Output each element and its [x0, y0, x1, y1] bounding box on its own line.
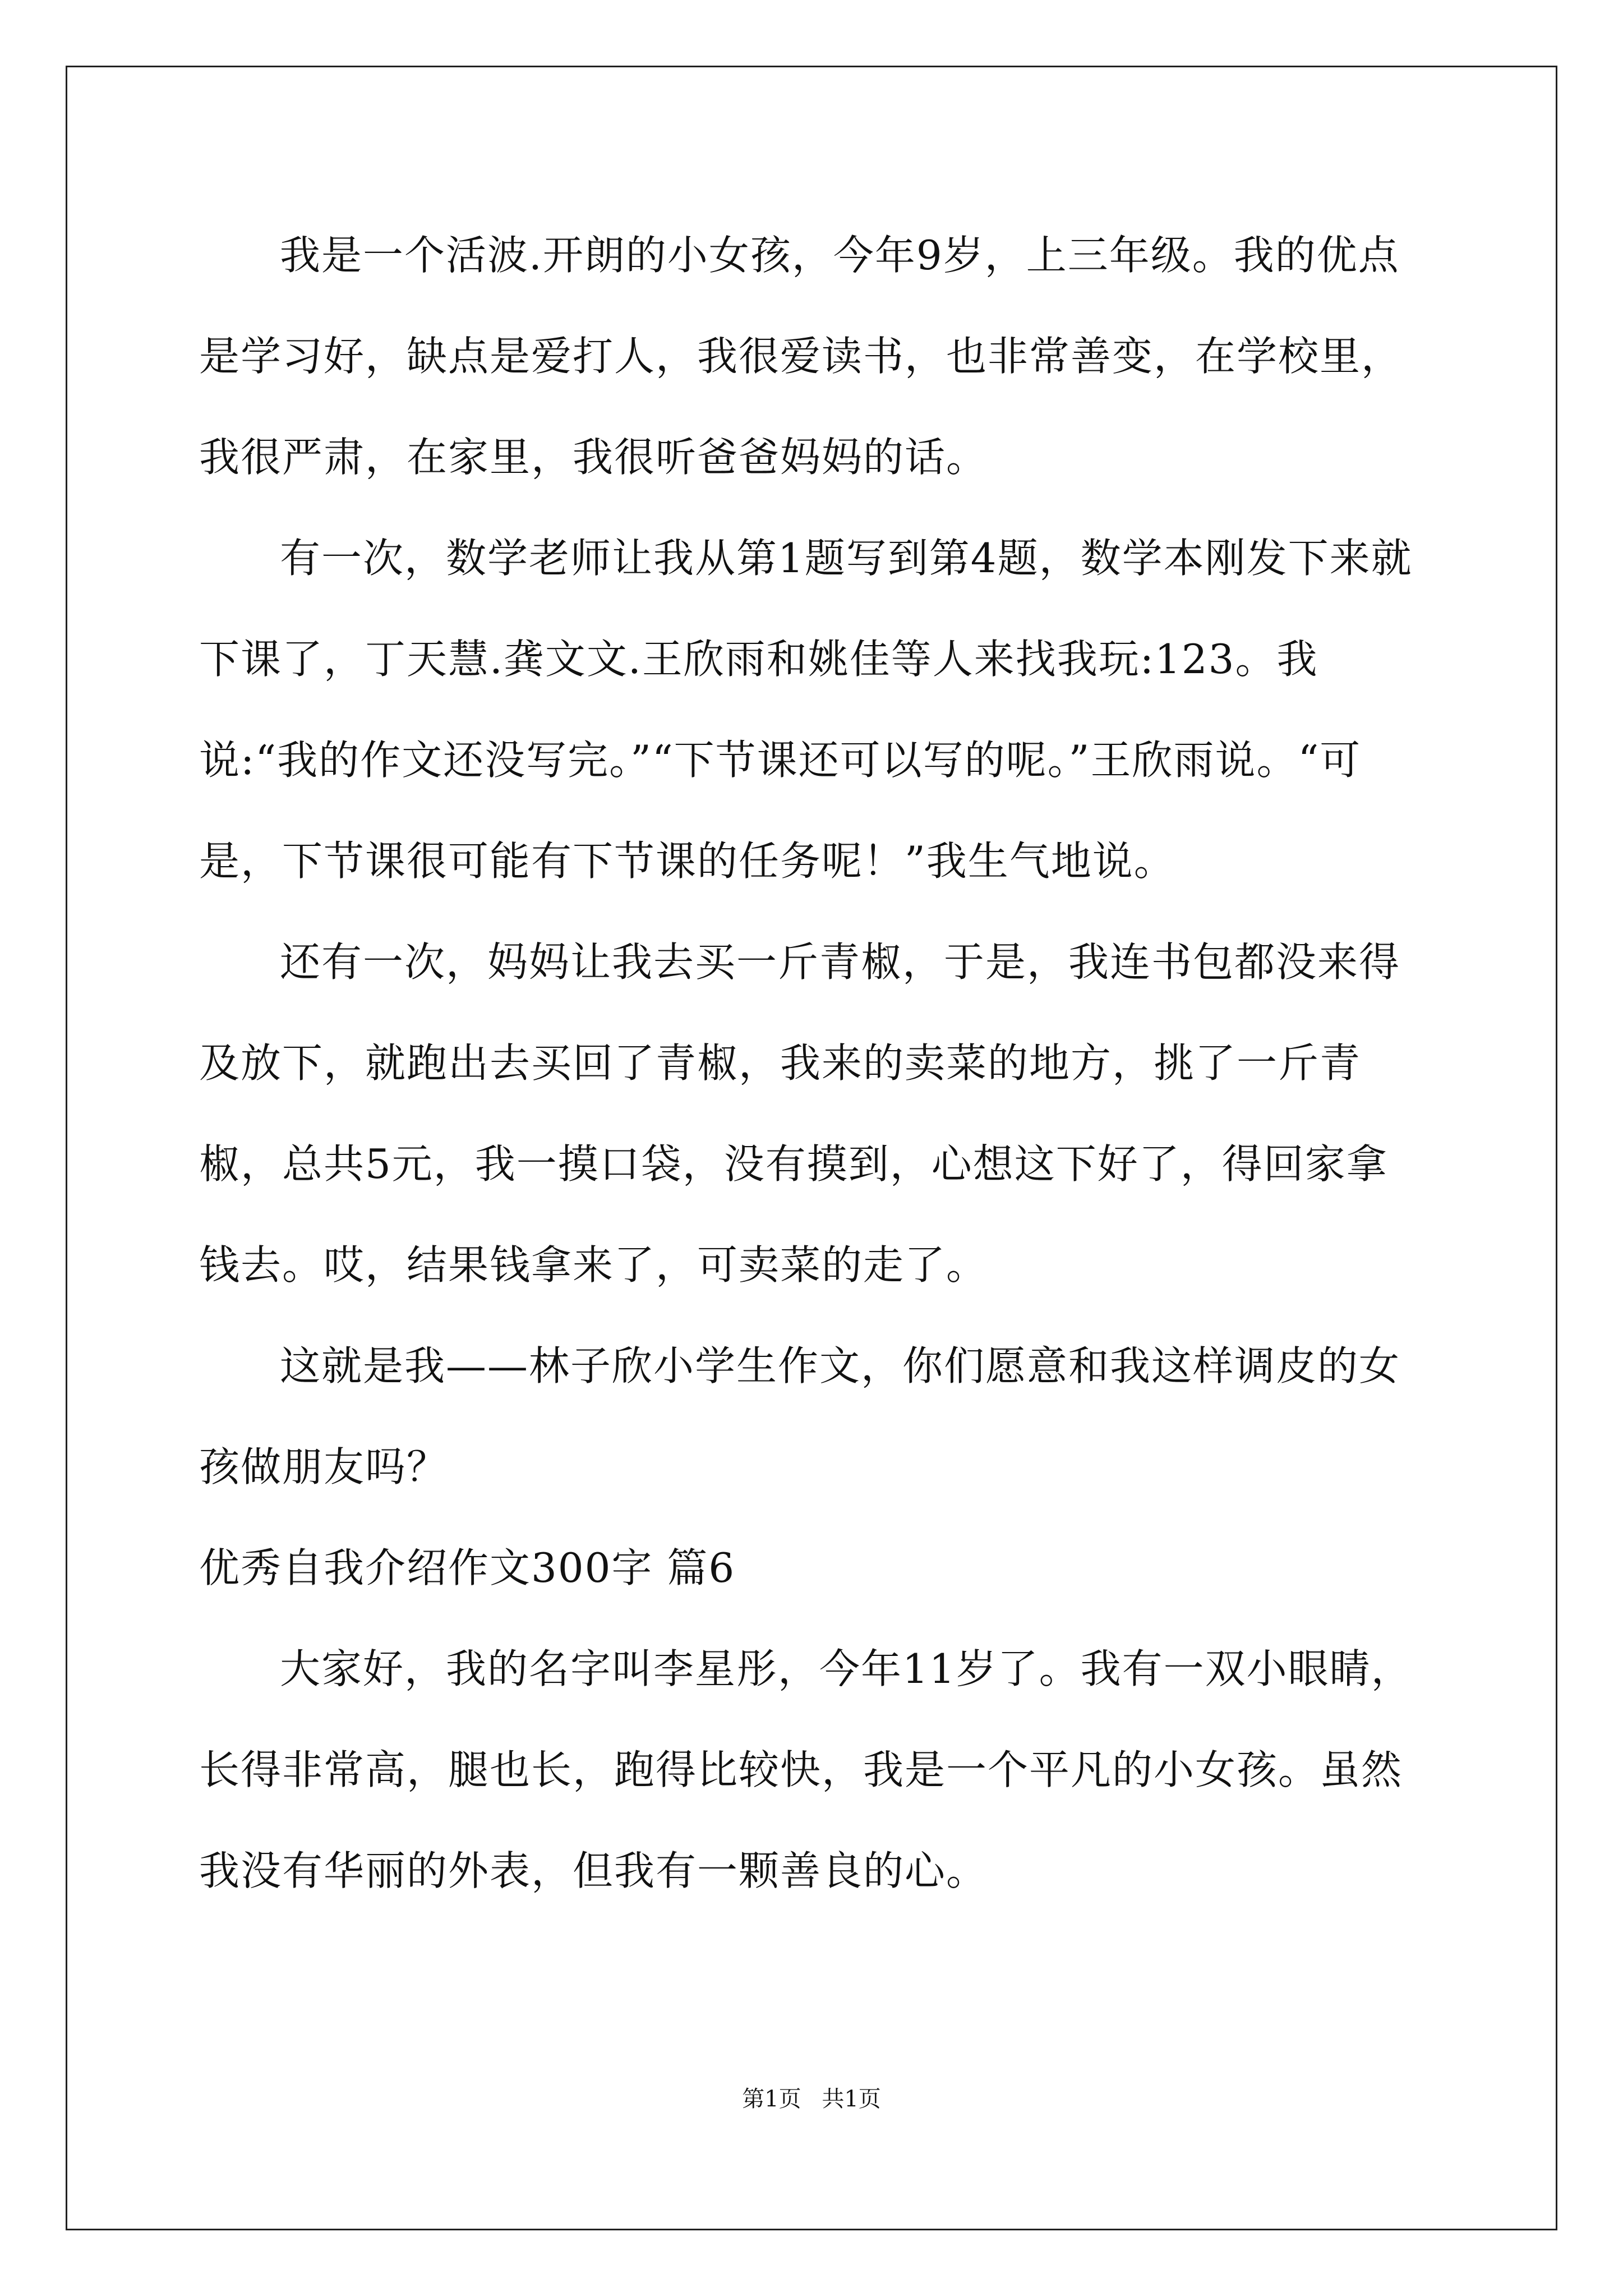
paragraph-1: 我是一个活波.开朗的小女孩，今年9岁，上三年级。我的优点是学习好，缺点是爱打人，我很爱读书，也非常善变，在学校里，我很严肃，在家里，我很听爸爸妈妈的话。	[199, 232, 1403, 481]
paragraph-4: 这就是我——林子欣小学生作文，你们愿意和我这样调皮的女孩做朋友吗？	[199, 1342, 1401, 1490]
page-footer	[0, 2082, 1623, 2116]
section-heading: 优秀自我介绍作文300字 篇6	[199, 1544, 736, 1591]
paragraph-2: 有一次，数学老师让我从第1题写到第4题，数学本刚发下来就下课了，丁天慧.龚文文.王欣雨和姚佳等人来找我玩:123。我说:“我的作文还没写完。”“下节课还可以写的呢。”王欣雨说。“可是，下节课很可能有下节课的任务呢！”我生气地说。	[199, 535, 1413, 885]
page-number-current: 第1页	[742, 2086, 801, 2112]
document-body	[199, 205, 1427, 1921]
paragraph-3: 还有一次，妈妈让我去买一斤青椒，于是，我连书包都没来得及放下，就跑出去买回了青椒，我来的卖菜的地方，挑了一斤青椒，总共5元，我一摸口袋，没有摸到，心想这下好了，得回家拿钱去。哎，结果钱拿来了，可卖菜的走了。	[199, 938, 1401, 1289]
paragraph-5: 大家好，我的名字叫李星彤，今年11岁了。我有一双小眼睛，长得非常高，腿也长，跑得比较快，我是一个平凡的小女孩。虽然我没有华丽的外表，但我有一颗善良的心。	[199, 1645, 1413, 1894]
page-number-total: 共1页	[822, 2086, 881, 2112]
